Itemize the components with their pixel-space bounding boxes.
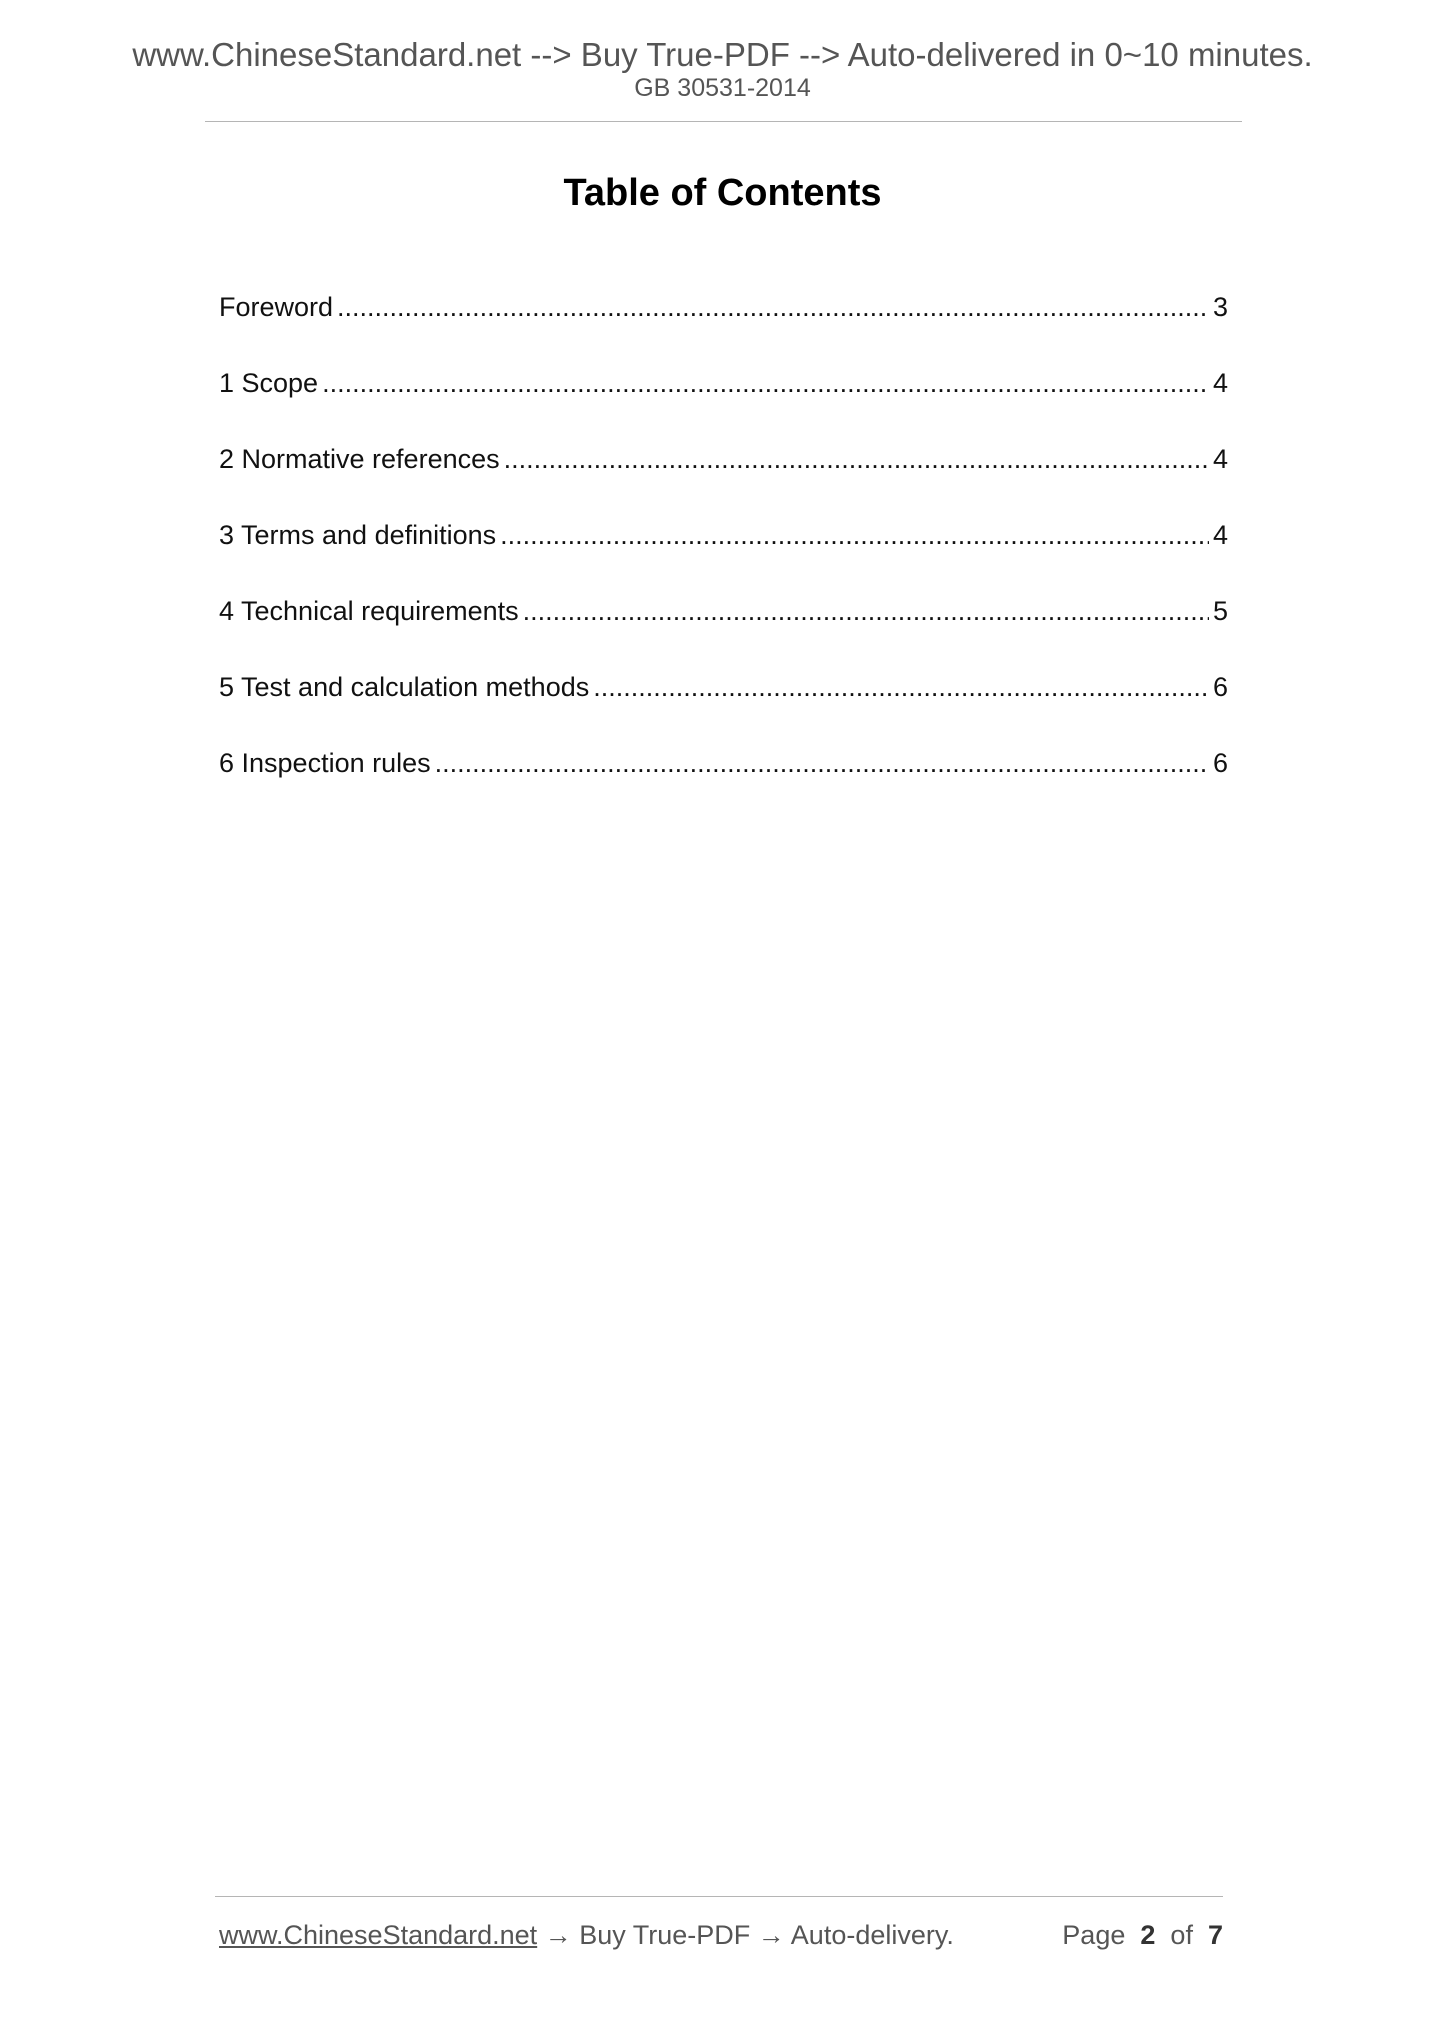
- current-page-number: 2: [1140, 1920, 1156, 1950]
- toc-entry-inspection-rules[interactable]: [219, 746, 1228, 822]
- toc-entry-page: 6: [1212, 748, 1228, 778]
- toc-entry-page: 4: [1212, 368, 1228, 398]
- toc-entry-label: 4 Technical requirements: [219, 596, 519, 626]
- toc-entry-page: 3: [1212, 292, 1228, 322]
- header-banner: www.ChineseStandard.net --> Buy True-PDF --> Auto-delivered in 0~10 minutes.: [132, 36, 1313, 73]
- page-indicator: [1062, 1918, 1223, 1952]
- toc-entry-terms-and-definitions[interactable]: [219, 518, 1228, 594]
- total-pages-number: 7: [1207, 1920, 1223, 1950]
- header-divider: [205, 121, 1242, 122]
- toc-entry-label: Foreword: [219, 292, 334, 322]
- footer-promo: [219, 1918, 954, 1952]
- footer-buy-text: Buy True-PDF: [579, 1920, 751, 1950]
- toc-entry-label: 6 Inspection rules: [219, 748, 431, 778]
- toc-entry-technical-requirements[interactable]: [219, 594, 1228, 670]
- toc-entry-page: 6: [1212, 672, 1228, 702]
- toc-entry-label: 2 Normative references: [219, 444, 500, 474]
- dot-leader: [337, 290, 1209, 324]
- toc-entry-page: 4: [1212, 520, 1228, 550]
- footer-divider: [215, 1896, 1223, 1897]
- toc-entry-label: 1 Scope: [219, 368, 319, 398]
- toc-entry-page: 5: [1212, 596, 1228, 626]
- toc-entry-page: 4: [1212, 444, 1228, 474]
- toc-entry-foreword[interactable]: [219, 290, 1228, 366]
- dot-leader: [322, 366, 1209, 400]
- page-footer: [219, 1918, 1223, 1952]
- toc-entry-test-and-calculation-methods[interactable]: [219, 670, 1228, 746]
- page-label: Page: [1062, 1920, 1126, 1950]
- toc-list: [219, 290, 1228, 822]
- footer-site-link[interactable]: www.ChineseStandard.net: [219, 1920, 538, 1950]
- arrow-right-icon: →: [757, 1920, 785, 1950]
- toc-title: Table of Contents: [563, 172, 882, 214]
- footer-delivery-text: Auto-delivery.: [790, 1920, 954, 1950]
- dot-leader: [593, 670, 1209, 704]
- dot-leader: [500, 518, 1209, 552]
- toc-entry-label: 3 Terms and definitions: [219, 520, 497, 550]
- dot-leader: [504, 442, 1209, 476]
- toc-entry-normative-references[interactable]: [219, 442, 1228, 518]
- arrow-right-icon: →: [544, 1920, 572, 1950]
- of-label: of: [1170, 1920, 1193, 1950]
- toc-entry-label: 5 Test and calculation methods: [219, 672, 590, 702]
- document-code: GB 30531-2014: [634, 74, 811, 102]
- dot-leader: [523, 594, 1209, 628]
- dot-leader: [435, 746, 1209, 780]
- toc-entry-scope[interactable]: [219, 366, 1228, 442]
